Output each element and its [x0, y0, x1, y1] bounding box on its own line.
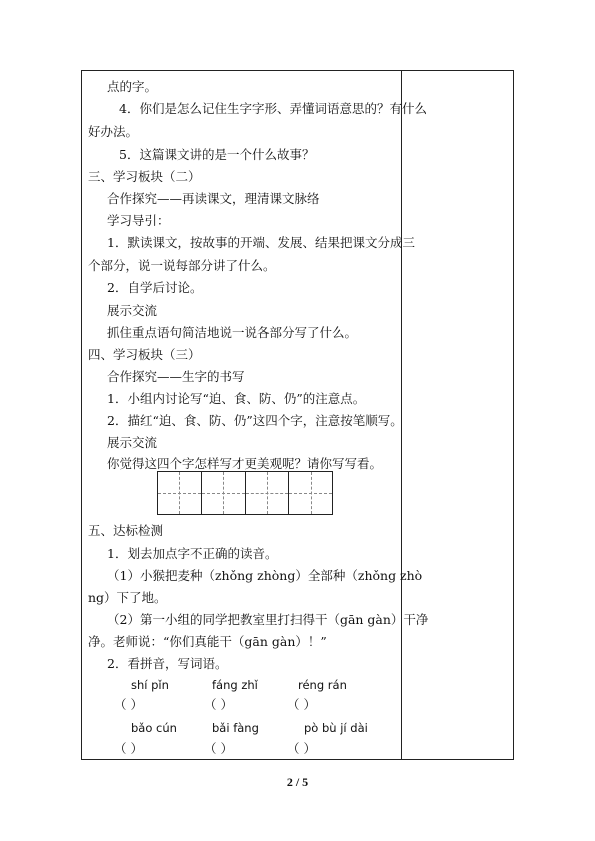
- text-line: 抓住重点语句简洁地说一说各部分写了什么。: [107, 325, 358, 340]
- text-line: 1．小组内讨论写“迫、食、防、仍”的注意点。: [107, 391, 366, 406]
- writing-cell[interactable]: [202, 472, 246, 514]
- answer-blank[interactable]: （ ）: [114, 697, 143, 712]
- answer-blank[interactable]: （ ）: [114, 741, 143, 756]
- text-line: 展示交流: [107, 303, 158, 318]
- text-line: 合作探究——生字的书写: [107, 369, 245, 384]
- text-line: 合作探究——再读课文，理清课文脉络: [107, 191, 320, 206]
- answer-blank[interactable]: （ ）: [287, 697, 316, 712]
- pinyin-label: shí pǐn: [131, 678, 169, 692]
- pinyin-label: fáng zhǐ: [212, 678, 258, 692]
- answer-blank[interactable]: （ ）: [204, 697, 233, 712]
- text-line: 2．描红“迫、食、防、仍”这四个字，注意按笔顺写。: [107, 413, 403, 428]
- text-line: 点的字。: [107, 79, 158, 94]
- pinyin-label: pò bù jí dài: [304, 721, 368, 735]
- text-line: （1）小猴把麦种（zhǒng zhòng）全部种（zhǒng zhò: [107, 568, 423, 583]
- section-heading: 五、达标检测: [88, 523, 164, 538]
- text-line: 学习导引：: [107, 213, 170, 228]
- text-line: 净。老师说：“你们真能干（gān gàn）！”: [88, 634, 327, 649]
- text-line: （2）第一小组的同学把教室里打扫得干（gān gàn）干净: [107, 612, 429, 627]
- pinyin-label: réng rán: [298, 678, 347, 692]
- writing-cell[interactable]: [289, 472, 332, 514]
- text-line: 5．这篇课文讲的是一个什么故事？: [119, 147, 315, 162]
- page-number: 2 / 5: [286, 775, 309, 789]
- text-line: ng）下了地。: [88, 590, 167, 605]
- text-line: 1．默读课文，按故事的开端、发展、结果把课文分成三: [107, 235, 415, 250]
- text-line: 你觉得这四个字怎样写才更美观呢？请你写写看。: [107, 456, 383, 471]
- answer-blank[interactable]: （ ）: [204, 741, 233, 756]
- section-heading: 三、学习板块（二）: [88, 169, 201, 184]
- text-line: 1．划去加点字不正确的读音。: [107, 546, 278, 561]
- text-line: 个部分，说一说每部分讲了什么。: [88, 258, 276, 273]
- writing-cell[interactable]: [246, 472, 290, 514]
- text-line: 好办法。: [88, 124, 139, 139]
- answer-blank[interactable]: （ ）: [287, 741, 316, 756]
- pinyin-label: bǎo cún: [131, 721, 177, 735]
- text-line: 4．你们是怎么记住生字字形、弄懂词语意思的？有什么: [119, 101, 427, 116]
- text-line: 展示交流: [107, 435, 158, 450]
- pinyin-label: bǎi fàng: [212, 721, 259, 735]
- text-line: 2．自学后讨论。: [107, 280, 203, 295]
- writing-grid: [157, 471, 333, 515]
- section-heading: 四、学习板块（三）: [88, 347, 201, 362]
- writing-cell[interactable]: [158, 472, 202, 514]
- text-line: 2．看拼音，写词语。: [107, 656, 228, 671]
